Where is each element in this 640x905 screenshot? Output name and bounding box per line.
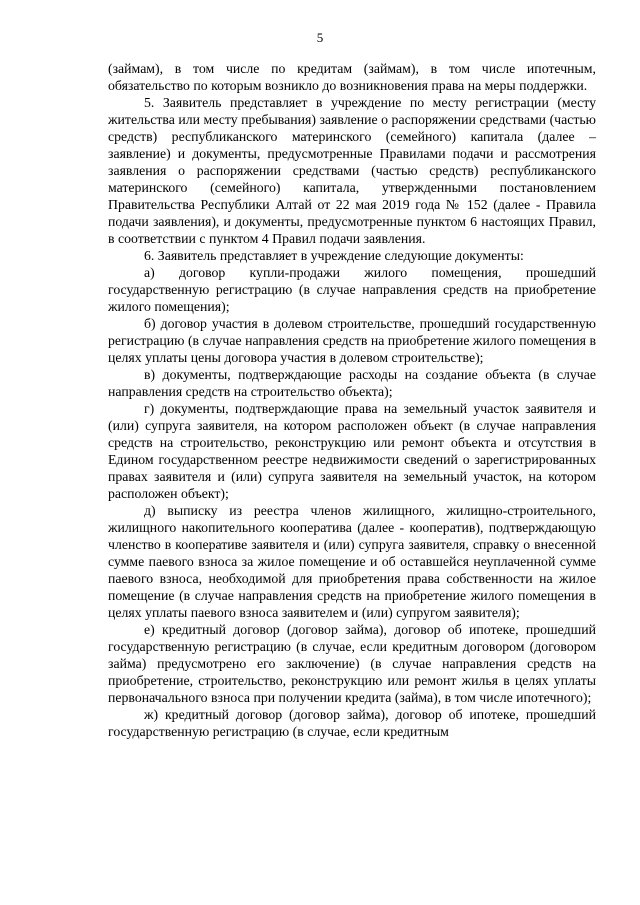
paragraph-subitem-v: в) документы, подтверждающие расходы на создание объекта (в случае направления средств на строительство объекта); <box>108 367 596 399</box>
paragraph-subitem-b: б) договор участия в долевом строительстве, прошедший государственную регистрацию (в случае направления средств на приобретение жилого помещения в целях уплаты цены договора участия в долевом строительстве); <box>108 316 596 365</box>
paragraph-subitem-a: а) договор купли-продажи жилого помещения, прошедший государственную регистрацию (в случае направления средств на приобретение жилого помещения); <box>108 265 596 314</box>
paragraph-subitem-d: д) выписку из реестра членов жилищного, жилищно-строительного, жилищного накопительного кооператива (далее - кооператив), подтверждающую членство в кооперативе заявителя и (или) супруга заявителя, справку о внесенной сумме паевого взноса за жилое помещение и об оставшейся неуплаченной сумме паевого взноса, необходимой для приобретения права собственности на жилое помещение (в случае направления средств на приобретение жилого помещения в целях уплаты паевого взноса заявителем и (или) супругом заявителя); <box>108 503 596 620</box>
paragraph-subitem-g: г) документы, подтверждающие права на земельный участок заявителя и (или) супруга заявителя, на котором расположен объект (в случае направления средств на строительство, реконструкцию или ремонт объекта и отсутствия в Едином государственном реестре недвижимости сведений о зарегистрированных правах заявителя и (или) супруга заявителя на земельный участок, на котором расположен объект); <box>108 401 596 501</box>
paragraph-item-5: 5. Заявитель представляет в учреждение по месту регистрации (месту жительства или месту пребывания) заявление о распоряжении средствами (частью средств) республиканского материнского (семейного) капитала (далее – заявление) и документы, предусмотренные Правилами подачи и рассмотрения заявления о распоряжении средствами (частью средств) республиканского материнского (семейного) капитала, утвержденными постановлением Правительства Республики Алтай от 22 мая 2019 года № 152 (далее - Правила подачи заявления), и документы, предусмотренные пунктом 6 настоящих Правил, в соответствии с пунктом 4 Правил подачи заявления. <box>108 95 596 246</box>
paragraph-subitem-e: е) кредитный договор (договор займа), договор об ипотеке, прошедший государственную регистрацию (в случае, если кредитным договором (договором займа) предусмотрено его заключение) (в случае направления средств на приобретение, строительство, реконструкцию или ремонт жилья в целях уплаты первоначального взноса при получении кредита (займа), в том числе ипотечного); <box>108 622 596 705</box>
page-number: 5 <box>316 30 324 45</box>
paragraph-continuation: (займам), в том числе по кредитам (займам), в том числе ипотечным, обязательство по которым возникло до возникновения права на меры поддержки. <box>108 61 596 93</box>
paragraph-item-6: 6. Заявитель представляет в учреждение следующие документы: <box>144 248 524 263</box>
document-body <box>108 60 596 740</box>
paragraph-subitem-zh: ж) кредитный договор (договор займа), договор об ипотеке, прошедший государственную регистрацию (в случае, если кредитным <box>108 707 596 739</box>
